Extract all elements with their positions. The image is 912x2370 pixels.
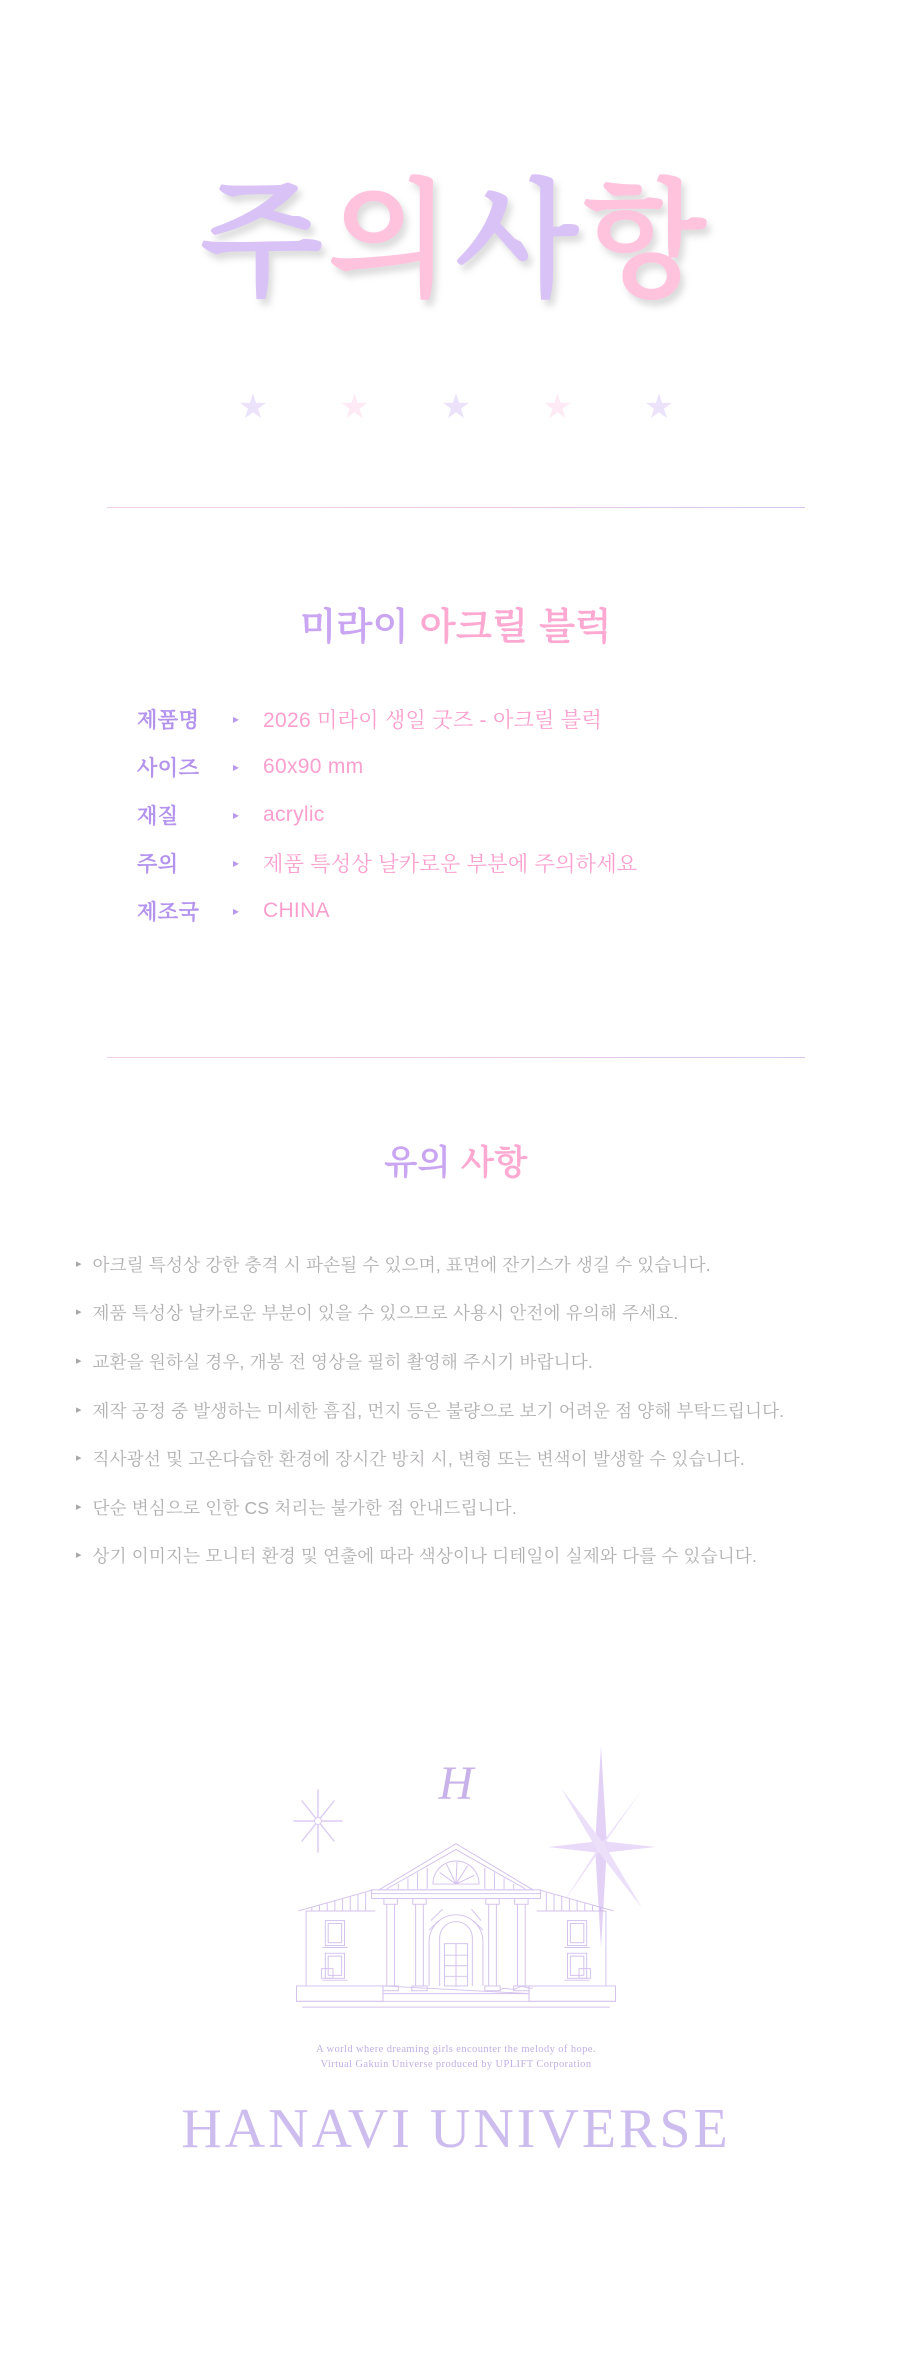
star-icon: ★	[542, 388, 573, 426]
building-illustration	[283, 1834, 629, 2036]
product-heading-part: 미라이	[300, 606, 420, 647]
bullet-icon: ▸	[76, 1354, 82, 1367]
note-text: 상기 이미지는 모니터 환경 및 연출에 따라 색상이나 디테일이 실제와 다를 수 있습니다.	[92, 1546, 758, 1567]
stars-row	[0, 388, 912, 426]
star-icon: ★	[237, 388, 269, 426]
note-item	[76, 1483, 876, 1532]
bullet-icon: ▸	[76, 1306, 82, 1319]
spec-value: acrylic	[263, 803, 325, 826]
title-char: 의	[328, 170, 456, 311]
notes-heading-part: 유의	[384, 1144, 461, 1182]
spec-label: 제조국	[137, 901, 200, 924]
title-char: 사	[456, 170, 584, 311]
note-text: 아크릴 특성상 강한 충격 시 파손될 수 있으며, 표면에 잔기스가 생길 수 있습니다.	[92, 1254, 711, 1275]
arrow-right-icon: ▸	[233, 760, 240, 774]
bullet-icon: ▸	[76, 1403, 82, 1416]
bullet-icon: ▸	[76, 1257, 82, 1270]
note-item	[76, 1386, 876, 1435]
note-item	[76, 1434, 876, 1483]
bullet-icon: ▸	[76, 1500, 82, 1513]
arrow-right-icon: ▸	[233, 808, 240, 822]
tagline-line-1: A world where dreaming girls encounter the melody of hope.	[316, 2044, 596, 2055]
bullet-icon: ▸	[76, 1549, 82, 1562]
arrow-right-icon: ▸	[233, 712, 240, 726]
title-char: 주	[200, 170, 329, 311]
product-heading-part: 아크릴 블럭	[419, 606, 612, 647]
spec-row	[137, 791, 638, 839]
spec-value: 2026 미라이 생일 굿즈 - 아크릴 블럭	[263, 709, 603, 732]
spec-label: 주의	[137, 853, 179, 876]
note-item	[76, 1289, 876, 1338]
note-item	[76, 1240, 876, 1289]
note-text: 직사광선 및 고온다습한 환경에 장시간 방치 시, 변형 또는 변색이 발생할 수 있습니다.	[92, 1449, 745, 1470]
spec-row	[137, 839, 638, 887]
divider	[107, 507, 805, 508]
title-char: 항	[583, 170, 712, 311]
star-icon: ★	[643, 388, 675, 426]
bullet-icon: ▸	[76, 1452, 82, 1465]
brand-monogram: H	[438, 1757, 474, 1810]
spec-label: 재질	[137, 805, 179, 828]
notes-heading	[0, 1135, 912, 1184]
note-text: 단순 변심으로 인한 CS 처리는 불가한 점 안내드립니다.	[92, 1497, 517, 1518]
spec-label: 사이즈	[137, 757, 200, 780]
spec-row	[137, 695, 638, 743]
note-item	[76, 1532, 876, 1581]
note-text: 제품 특성상 날카로운 부분이 있을 수 있으므로 사용시 안전에 유의해 주세요.	[92, 1303, 679, 1324]
spec-row	[137, 743, 638, 791]
note-item	[76, 1337, 876, 1386]
arrow-right-icon: ▸	[233, 856, 240, 870]
divider	[107, 1057, 805, 1058]
tagline-line-2: Virtual Gakuin Universe produced by UPLIFT Corporation	[320, 2059, 592, 2070]
product-heading	[0, 596, 912, 650]
notes-list	[76, 1240, 876, 1580]
spec-value: 60x90 mm	[263, 755, 364, 778]
star-icon: ★	[440, 388, 472, 426]
star-icon: ★	[339, 388, 370, 426]
brand-wordmark: HANAVI UNIVERSE	[181, 2098, 731, 2160]
spec-table	[137, 695, 638, 935]
arrow-right-icon: ▸	[233, 904, 240, 918]
brand-tagline	[0, 2042, 912, 2072]
spec-label: 제품명	[137, 709, 200, 732]
page-title	[0, 172, 912, 311]
note-text: 제작 공정 중 발생하는 미세한 흠집, 먼지 등은 불량으로 보기 어려운 점 양해 부탁드립니다.	[92, 1400, 785, 1421]
spec-value: CHINA	[263, 899, 330, 922]
note-text: 교환을 원하실 경우, 개봉 전 영상을 필히 촬영해 주시기 바랍니다.	[92, 1351, 593, 1372]
notes-heading-part: 사항	[460, 1144, 528, 1182]
spec-value: 제품 특성상 날카로운 부분에 주의하세요	[263, 853, 638, 876]
spec-row	[137, 887, 638, 935]
